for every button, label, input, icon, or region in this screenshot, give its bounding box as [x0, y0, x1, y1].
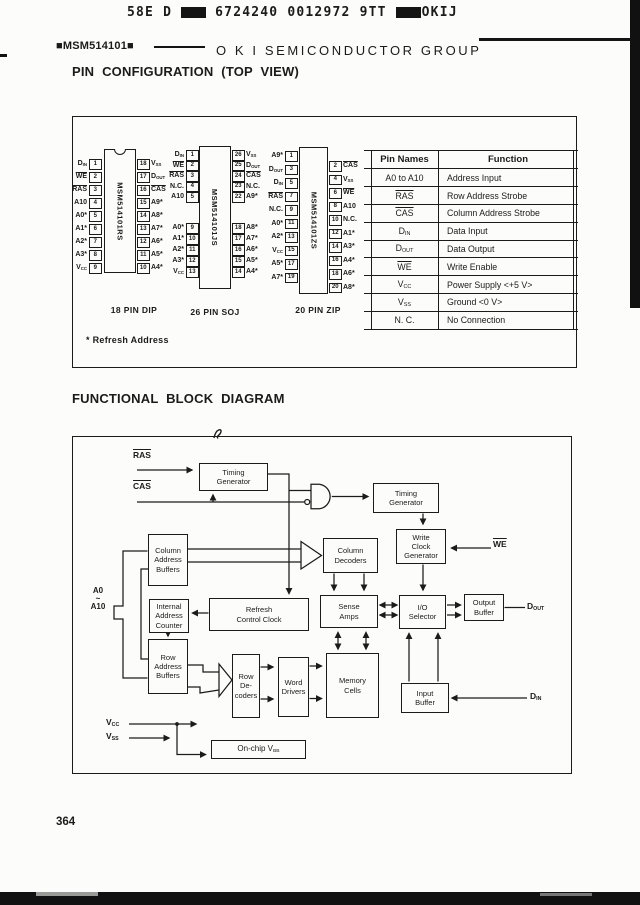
pin-number: 4 — [89, 198, 102, 209]
pin-number: 22 — [232, 192, 245, 203]
pin-number: 26 — [232, 150, 245, 161]
cas-signal-label: $\overline{CAS}$ — [133, 481, 151, 491]
refresh-address-note: * Refresh Address — [86, 335, 169, 345]
pin-label: DIN — [77, 160, 87, 167]
pin-label: VSS — [246, 151, 257, 158]
scan-edge-bar-right — [630, 0, 640, 308]
block-output-buffer: Output Buffer — [464, 594, 504, 621]
pin-number: 2 — [89, 172, 102, 183]
pin-label: A8* — [246, 224, 258, 231]
pin-number: 3 — [186, 171, 199, 182]
pin-label: VSS — [343, 175, 354, 183]
function-cell: Power Supply <+5 V> — [447, 279, 533, 290]
pin-label: VCC — [173, 268, 184, 275]
pin-number: 11 — [285, 219, 298, 230]
pin-number: 1 — [285, 151, 298, 162]
pin-name-cell: $\overline{CAS}$ — [395, 208, 414, 219]
block-timing-generator-1: Timing Generator — [199, 463, 268, 491]
block-io-selector: I/O Selector — [399, 595, 446, 629]
pin-name-cell: VSS — [397, 296, 412, 308]
pin-number: 6 — [329, 188, 342, 199]
pin-label: A8* — [151, 212, 163, 219]
pin-number: 9 — [89, 263, 102, 274]
pin-function-table — [364, 150, 578, 330]
pin-label: $\overline{WE}$ — [172, 161, 184, 169]
dout-signal-label: DOUT — [527, 601, 545, 612]
pin-label: N.C. — [269, 206, 283, 213]
pin-number: 5 — [285, 178, 298, 189]
pin-number: 8 — [89, 250, 102, 261]
bus-arrowhead-icon — [301, 542, 322, 570]
pin-number: 20 — [329, 283, 342, 294]
function-cell: No Connection — [447, 315, 506, 326]
table-row — [364, 241, 578, 259]
table-header-row — [364, 151, 578, 169]
pin-number: 12 — [186, 256, 199, 267]
table-row — [364, 205, 578, 223]
pin-number: 18 — [329, 269, 342, 280]
pin-label: A5* — [246, 257, 258, 264]
chip-body — [299, 147, 328, 294]
function-cell: Ground <0 V> — [447, 297, 503, 308]
pin-label: $\overline{CAS}$ — [343, 162, 358, 169]
pin-label: A8* — [343, 283, 355, 291]
table-row — [364, 294, 578, 312]
pin-label: A0* — [271, 219, 283, 227]
pin-number: 15 — [285, 246, 298, 257]
pin-label: A4* — [151, 264, 163, 271]
table-row — [364, 223, 578, 241]
pin-configuration-heading: PIN CONFIGURATION (TOP VIEW) — [72, 64, 300, 79]
pin-number: 7 — [89, 237, 102, 248]
block-sense-amps: Sense Amps — [320, 595, 378, 628]
block-refresh-control-clock: Refresh Control Clock — [209, 598, 309, 631]
pin-number: 14 — [329, 242, 342, 253]
pin-name-cell: VCC — [397, 279, 412, 291]
scan-edge-tick — [0, 54, 7, 57]
scan-code-block-icon — [396, 7, 421, 18]
pin-number: 5 — [89, 211, 102, 222]
pin-label: A4* — [343, 256, 355, 264]
pin-label: DOUT — [246, 161, 261, 169]
pin-label: VSS — [151, 160, 162, 167]
block-column-decoders: Column Decoders — [323, 538, 378, 573]
scan-code-mid: 6724240 0012972 9TT — [215, 5, 387, 20]
pin-number: 17 — [285, 259, 298, 270]
and-gate-icon — [311, 484, 330, 509]
pin-number: 10 — [137, 263, 150, 274]
pin-table-body — [364, 169, 578, 329]
pin-number: 18 — [232, 223, 245, 234]
pin-label: $\overline{WE}$ — [75, 173, 87, 180]
pin-names-header: Pin Names — [380, 154, 429, 166]
din-signal-label: DIN — [530, 691, 542, 702]
pin-label: A10 — [171, 193, 184, 200]
pin-label: A1* — [75, 225, 87, 232]
pin-label: A3* — [343, 243, 355, 250]
pin-name-cell: A0 to A10 — [385, 172, 424, 183]
function-cell: Column Address Strobe — [447, 208, 540, 219]
pin-number: 10 — [329, 215, 342, 226]
pin-label: DOUT — [268, 165, 283, 173]
pin-label: $\overline{WE}$ — [343, 189, 355, 196]
block-row-address-buffers: Row Address Buffers — [148, 639, 188, 694]
pin-number: 2 — [329, 161, 342, 172]
page-number: 364 — [56, 816, 76, 828]
pin-number: 25 — [232, 161, 245, 172]
part-number-badge: ■MSM514101■ — [56, 40, 134, 52]
scan-code-right: OKIJ — [421, 5, 458, 20]
scan-code-block-icon — [181, 7, 206, 18]
pin-label: N.C. — [343, 216, 357, 223]
block-on-chip-vbb: On-chip VBB — [211, 740, 306, 759]
pin-label: A6* — [343, 270, 355, 277]
block-column-address-buffers: Column Address Buffers — [148, 534, 188, 586]
pin-number: 16 — [329, 256, 342, 267]
pin-number: 14 — [137, 211, 150, 222]
pin-number: 15 — [137, 198, 150, 209]
pin-label: A0* — [75, 212, 87, 219]
address-bus-label: A0 ~ A10 — [90, 586, 106, 611]
pin-label: A7* — [151, 225, 163, 232]
pin-label: DIN — [273, 179, 283, 186]
pin-label: $\overline{CAS}$ — [151, 186, 166, 193]
vcc-signal-label: VCC — [106, 717, 120, 728]
pin-label: A5* — [271, 260, 283, 267]
scan-edge-bar-bottom — [0, 892, 640, 905]
pin-label: A0* — [172, 224, 184, 231]
pin-number: 1 — [89, 159, 102, 170]
pin-number: 18 — [137, 159, 150, 170]
pin-number: 11 — [137, 250, 150, 261]
block-timing-generator-2: Timing Generator — [373, 483, 439, 513]
pin-number: 8 — [329, 202, 342, 213]
pin-number: 9 — [186, 223, 199, 234]
pin-label: A7* — [246, 235, 258, 242]
pin-number: 13 — [285, 232, 298, 243]
pin-name-cell: $\overline{RAS}$ — [395, 190, 414, 201]
pin-number: 16 — [232, 245, 245, 256]
pin-configuration-panel — [72, 116, 577, 368]
table-border-right — [573, 151, 574, 330]
pin-label: A9* — [271, 152, 283, 159]
pin-number: 1 — [186, 150, 199, 161]
table-border-left — [371, 151, 372, 330]
function-cell: Row Address Strobe — [447, 190, 528, 201]
pin-label: A1* — [172, 235, 184, 242]
chip-part-number: MSM514101RS — [115, 181, 125, 241]
package-caption: 20 PIN ZIP — [295, 305, 341, 315]
function-cell: Write Enable — [447, 261, 498, 272]
scan-code-line — [127, 5, 458, 20]
company-group-title: O K I SEMICONDUCTOR GROUP — [216, 43, 482, 58]
pin-number: 12 — [137, 237, 150, 248]
pin-number: 14 — [232, 267, 245, 278]
pin-label: A3* — [75, 251, 87, 258]
masthead-rule-right — [479, 38, 633, 41]
block-internal-address-counter: Internal Address Counter — [149, 599, 189, 633]
pin-label: DIN — [174, 151, 184, 158]
pin-name-cell: N. C. — [394, 315, 415, 326]
pin-number: 16 — [137, 185, 150, 196]
pin-label: A4* — [246, 268, 258, 275]
pin-label: A10 — [343, 202, 356, 210]
pin-name-cell: $\overline{WE}$ — [397, 261, 412, 272]
table-row — [364, 312, 578, 330]
pin-label: A3* — [172, 257, 184, 264]
pin-number: 17 — [232, 234, 245, 245]
package-caption: 18 PIN DIP — [110, 305, 158, 315]
pin-number: 11 — [186, 245, 199, 256]
pin-number: 24 — [232, 171, 245, 182]
pin-label: $\overline{RAS}$ — [169, 172, 184, 179]
block-word-drivers: Word Drivers — [278, 657, 309, 717]
we-signal-label: $\overline{WE}$ — [493, 539, 507, 549]
function-cell: Data Output — [447, 243, 495, 254]
pin-label: $\overline{RAS}$ — [268, 192, 283, 200]
pin-number: 7 — [285, 192, 298, 203]
pin-label: A6* — [246, 246, 258, 253]
pin-number: 17 — [137, 172, 150, 183]
pin-number: 4 — [329, 175, 342, 186]
pin-label: DOUT — [151, 173, 166, 180]
pin-number: 23 — [232, 182, 245, 193]
pin-label: A9* — [151, 199, 163, 206]
chip-part-number: MSM514101JS — [210, 188, 220, 247]
pin-label: VCC — [272, 246, 283, 254]
pin-number: 13 — [186, 267, 199, 278]
pin-label: A5* — [151, 251, 163, 258]
pin-number: 10 — [186, 234, 199, 245]
table-row — [364, 169, 578, 187]
table-row — [364, 258, 578, 276]
block-input-buffer: Input Buffer — [401, 683, 449, 713]
pin-number: 12 — [329, 229, 342, 240]
bus-arrowhead-icon — [219, 664, 232, 697]
pin-number: 3 — [285, 165, 298, 176]
pin-number: 2 — [186, 161, 199, 172]
package-caption: 26 PIN SOJ — [190, 307, 240, 317]
masthead-rule-left — [154, 46, 205, 48]
pin-number: 19 — [285, 273, 298, 284]
pin-number: 3 — [89, 185, 102, 196]
pin-label: A2* — [172, 246, 184, 253]
chip-part-number: MSM514101ZS — [309, 191, 319, 250]
pin-number: 13 — [137, 224, 150, 235]
table-column-divider — [438, 151, 439, 330]
pin-label: A9* — [246, 193, 258, 200]
pin-label: A2* — [271, 233, 283, 240]
pin-label: N.C. — [246, 182, 260, 190]
pin-name-cell: DIN — [398, 225, 411, 237]
pin-label: N.C. — [170, 182, 184, 190]
block-row-decoders: Row De- coders — [232, 654, 260, 718]
block-write-clock-generator: Write Clock Generator — [396, 529, 446, 564]
pin-label: $\overline{RAS}$ — [72, 186, 87, 193]
function-cell: Address Input — [447, 172, 502, 183]
function-cell: Data Input — [447, 226, 488, 237]
scan-code-left: 58E D — [127, 5, 173, 20]
table-row — [364, 187, 578, 205]
pin-label: A1* — [343, 229, 355, 237]
functional-block-diagram — [72, 436, 572, 774]
pin-label: VCC — [76, 264, 87, 271]
pin-number: 15 — [232, 256, 245, 267]
ras-signal-label: $\overline{RAS}$ — [133, 450, 151, 460]
block-memory-cells: Memory Cells — [326, 653, 379, 718]
vss-signal-label: VSS — [106, 731, 119, 742]
functional-block-diagram-heading: FUNCTIONAL BLOCK DIAGRAM — [72, 391, 285, 406]
pin-label: A7* — [271, 273, 283, 281]
pin-label: A10 — [74, 199, 87, 206]
pin-name-cell: DOUT — [395, 243, 414, 255]
pin-label: A2* — [75, 238, 87, 245]
pin-number: 6 — [89, 224, 102, 235]
pin-number: 5 — [186, 192, 199, 203]
pin-label: $\overline{CAS}$ — [246, 172, 261, 179]
pin-number: 4 — [186, 182, 199, 193]
pin-label: A6* — [151, 238, 163, 245]
table-row — [364, 276, 578, 294]
function-header: Function — [487, 154, 529, 166]
pin-number: 9 — [285, 205, 298, 216]
